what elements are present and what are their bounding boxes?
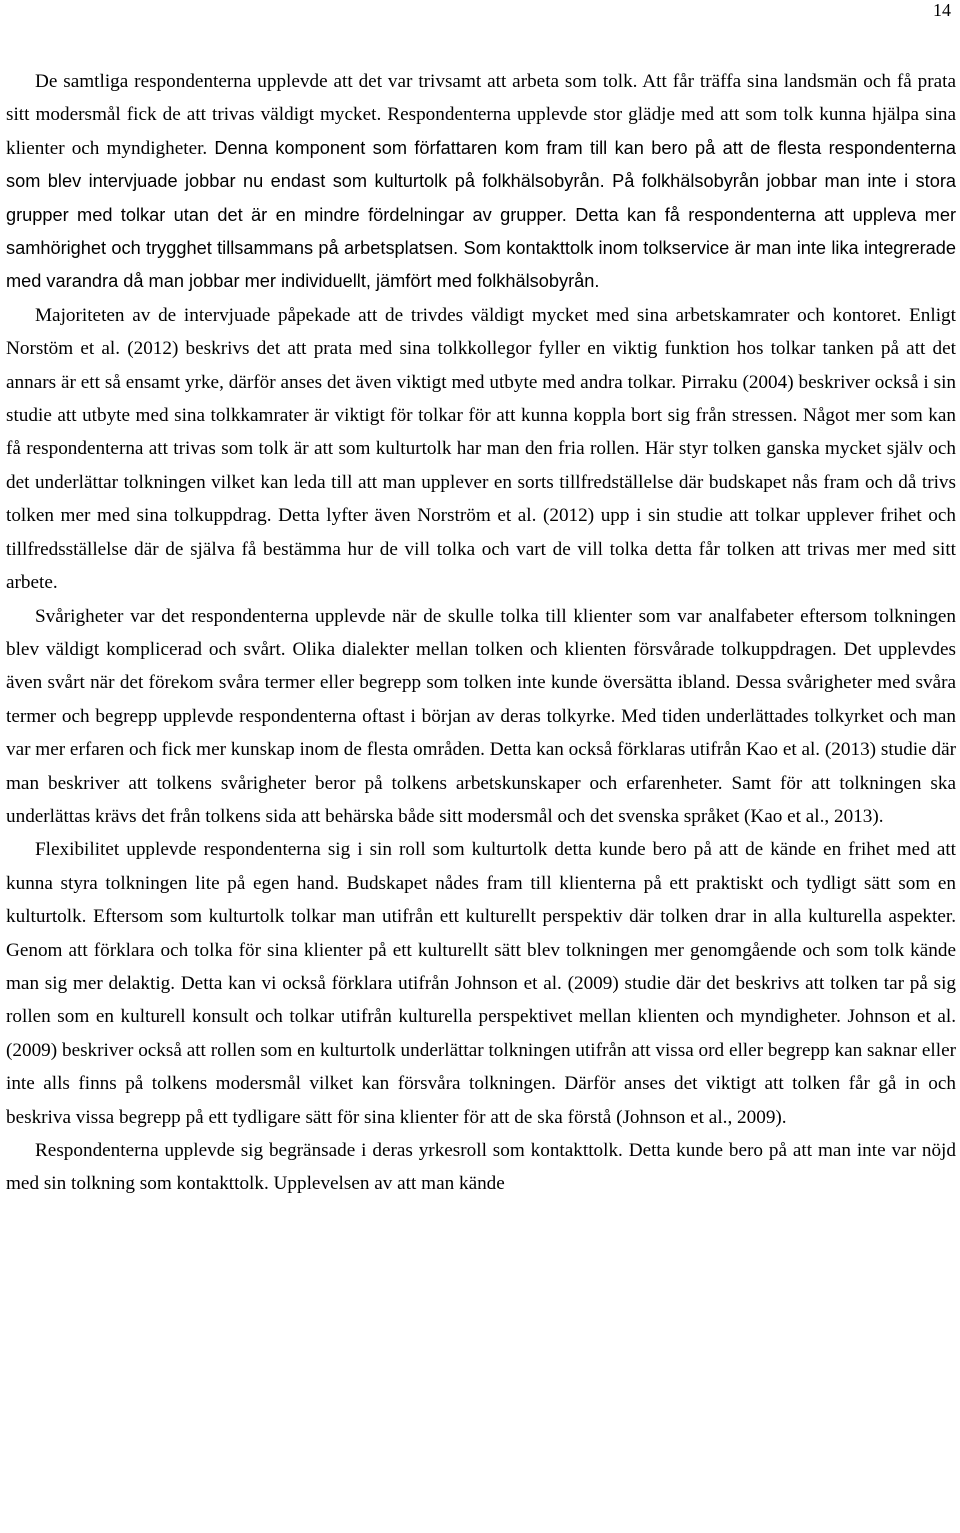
paragraph-2-text: Majoriteten av de intervjuade påpekade att de trivdes väldigt mycket med sina arbetskamrater och kontoret. Enligt Norstöm et al. (2012) beskrivs det att prata med sina tolkkollegor fyller en viktig funktion hos tolkar tanken på att det annars är ett så ensamt yrke, därför anses det även viktigt med utbyte med andra tolkar. Pirraku (2004) beskriver också i sin studie att utbyte med sina tolkkamrater är viktigt för tolkar för att kunna koppla bort sig från stressen. Något mer som kan få respondenterna att trivas som tolk är att som kulturtolk har man den fria rollen. Här styr tolken ganska mycket själv och det underlättar tolkningen vilket kan leda till att man upplever en sorts tillfredställelse där budskapet nås fram och då trivs tolken mer med sina tolkuppdrag. Detta lyfter även Norström et al. (2012) upp i sin studie att tolkar upplever frihet och tillfredsställelse där de själva få bestämma hur de vill tolka och vart de vill tolka detta får tolken att trivas mer med sitt arbete. bbox=[6, 304, 956, 594]
paragraph-1-text-sans: Denna komponent som författaren kom fram till kan bero på att de flesta respondenterna som blev intervjuade jobbar nu endast som kulturtolk på folkhälsobyrån. På folkhälsobyrån jobbar man inte i stora grupper med tolkar utan det är en mindre fördelningar av grupper. Detta kan få respondenterna att uppleva mer samhörighet och trygghet tillsammans på arbetsplatsen. Som kontakttolk inom tolkservice är man inte lika integrerade med varandra då man jobbar mer individuellt, jämfört med folkhälsobyrån. bbox=[6, 137, 956, 292]
paragraph-3-text: Svårigheter var det respondenterna upplevde när de skulle tolka till klienter som var analfabeter eftersom tolkningen blev väldigt komplicerad och svårt. Olika dialekter mellan tolken och klienten försvårade tolkuppdragen. Det upplevdes även svårt när det förekom svåra termer eller begrepp som tolken inte kunde översätta ibland. Dessa svårigheter med svåra termer och begrepp upplevde respondenterna oftast i början av deras tolkyrke. Med tiden underlättades tolkyrket och man var mer erfaren och fick mer kunskap inom de flesta områden. Detta kan också förklaras utifrån Kao et al. (2013) studie där man beskriver att tolkens svårigheter beror på tolkens arbetskunskaper och erfarenheter. Samt för att tolkningen ska underlättas krävs det från tolkens sida att behärska både sitt modersmål och det svenska språket (Kao et al., 2013). bbox=[6, 605, 956, 827]
paragraph-1-text-serif: De samtliga respondenterna upplevde att det var trivsamt att arbeta som tolk. Att får träffa sina landsmän och få prata sitt modersmål fick de att trivas väldigt mycket. Respondenterna upplevde stor glädje med att som tolk kunna hjälpa sina klienter och myndigheter. bbox=[6, 71, 956, 159]
paragraph-3 bbox=[6, 600, 956, 834]
page-number: 14 bbox=[933, 0, 951, 20]
paragraph-4-text: Flexibilitet upplevde respondenterna sig i sin roll som kulturtolk detta kunde bero på att de kände en frihet med att kunna styra tolkningen lite på egen hand. Budskapet nådes fram till klienterna på ett praktiskt och tydligt sätt som en kulturtolk. Eftersom som kulturtolk tolkar man utifrån ett kulturellt perspektiv där tolken drar in alla kulturella aspekter. Genom att förklara och tolka för sina klienter på ett kulturellt sätt blev tolkningen mer genomgående och som tolk kände man sig mer delaktig. Detta kan vi också förklara utifrån Johnson et al. (2009) studie där det beskrivs att tolken tar på sig rollen som en kulturell konsult och tolkar utifrån kulturella perspektivet mellan klienten och myndigheter. Johnson et al. (2009) beskriver också att rollen som en kulturtolk underlättar tolkningen utifrån att vissa ord eller begrepp kan saknar eller inte alls finns på tolkens modersmål vilket kan försvåra tolkningen. Därför anses det viktigt att tolken får gå in och beskriva vissa begrepp på ett tydligare sätt för sina klienter för att de ska förstå (Johnson et al., 2009). bbox=[6, 839, 956, 1128]
paragraph-5-text: Respondenterna upplevde sig begränsade i deras yrkesroll som kontakttolk. Detta kunde bero på att man inte var nöjd med sin tolkning som kontakttolk. Upplevelsen av att man kände bbox=[6, 1140, 956, 1195]
paragraph-5 bbox=[6, 1134, 956, 1201]
paragraph-1 bbox=[6, 65, 956, 299]
paragraph-4 bbox=[6, 833, 956, 1134]
paragraph-2 bbox=[6, 299, 956, 600]
body-text bbox=[6, 65, 956, 1201]
